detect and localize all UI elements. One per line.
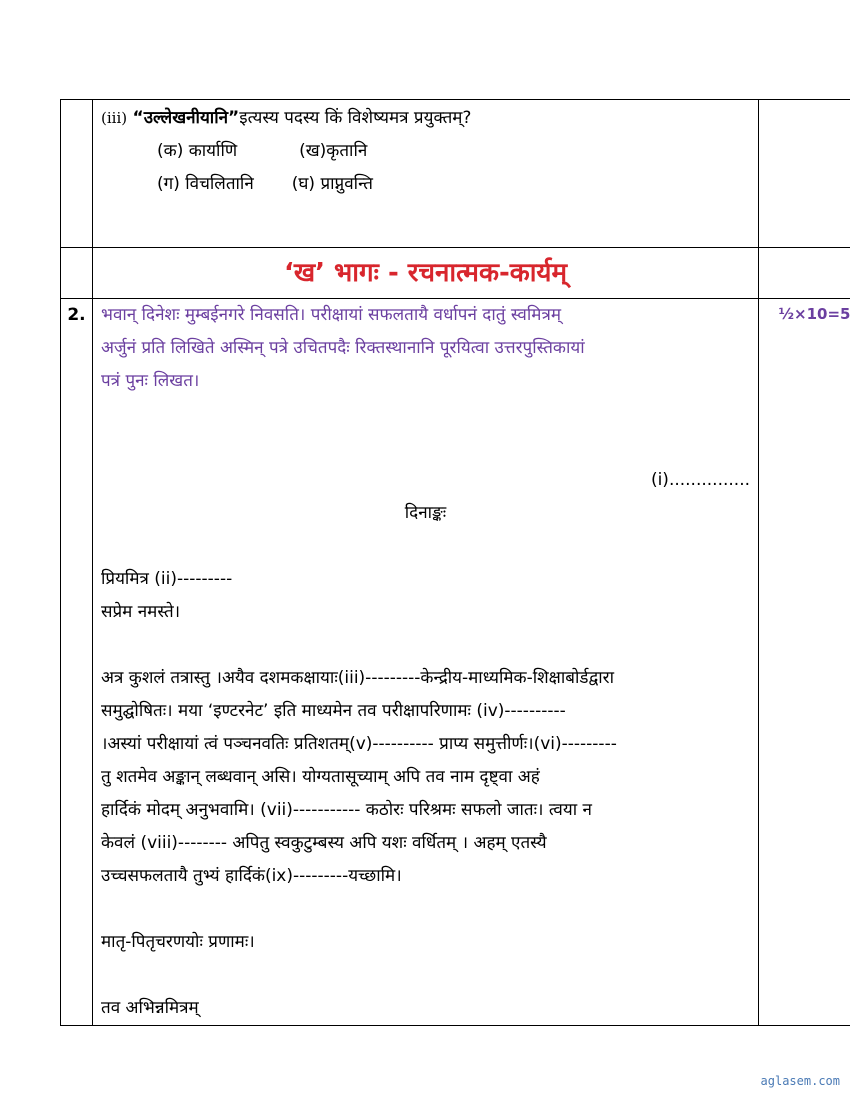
question-row-2 <box>61 299 850 1026</box>
body-line-1: अत्र कुशलं तत्रास्तु ।अयैव दशमकक्षायाः(iii)---------केन्द्रीय-माध्यमिक-शिक्षाबोर्डद्वारा <box>101 668 614 688</box>
instruction-line-2: अर्जुनं प्रति लिखिते अस्मिन् पत्रे उचितपदैः रिक्तस्थानानि पूरयित्वा उत्तरपुस्तिकायां <box>101 338 585 358</box>
marks-label: ½×10=5 <box>759 299 850 1026</box>
instruction-line-3: पत्रं पुनः लिखत। <box>101 371 200 391</box>
option-ka: (क) कार्याणि <box>157 141 238 161</box>
body-line-6: केवलं (viii)-------- अपितु स्वकुटुम्बस्य अपि यशः वर्धितम् । अहम् एतस्यै <box>101 833 547 853</box>
option-gha: (घ) प्राप्नुवन्ति <box>291 174 373 194</box>
address-blank: (i)............... <box>650 470 750 490</box>
number-cell <box>61 100 93 248</box>
closing-line: तव अभिन्नमित्रम् <box>101 998 199 1018</box>
option-kha: (ख)कृतानि <box>299 141 368 161</box>
greeting: सप्रेम नमस्ते। <box>101 602 181 622</box>
body-line-7: उच्चसफलतायै तुभ्यं हार्दिकं(ix)---------यच्छामि। <box>101 866 402 886</box>
letter-body <box>93 662 758 893</box>
question-cell <box>93 100 759 248</box>
question-row-iii <box>61 100 850 248</box>
body-line-3: ।अस्यां परीक्षायां त्वं पञ्चनवतिः प्रतिशतम्(v)---------- प्राप्य समुत्तीर्णः।(vi)--------- <box>101 734 617 754</box>
regards-line: मातृ-पितृचरणयोः प्रणामः। <box>101 932 255 952</box>
instruction-line-1: भवान् दिनेशः मुम्बईनगरे निवसति। परीक्षायां सफलतायै वर्धापनं दातुं स्वमित्रम् <box>101 305 562 325</box>
body-line-2: समुद्घोषितः। मया ‘इण्टरनेट’ इति माध्यमेन तव परीक्षापरिणामः (iv)---------- <box>101 701 566 721</box>
date-label: दिनाङ्कः <box>404 503 447 523</box>
option-ga: (ग) विचलितानि <box>157 174 254 194</box>
letter-cell <box>93 299 759 1026</box>
question-number: 2. <box>61 299 93 1026</box>
sub-question-number: (iii) <box>101 109 128 127</box>
section-title: ‘ख’ भागः - रचनात्मक-कार्यम् <box>93 248 759 299</box>
footer-watermark: aglasem.com <box>760 1074 840 1088</box>
section-row <box>61 248 850 299</box>
question-table <box>60 99 850 1026</box>
salutation: प्रियमित्र (ii)--------- <box>101 569 233 589</box>
question-text: इत्यस्य पदस्य किं विशेष्यमत्र प्रयुक्तम्? <box>239 108 472 128</box>
marks-cell <box>759 100 850 248</box>
quoted-word: “उल्लेखनीयानि” <box>132 108 240 128</box>
body-line-5: हार्दिकं मोदम् अनुभवामि। (vii)----------- कठोरः परिश्रमः सफलो जातः। त्वया न <box>101 800 592 820</box>
body-line-4: तु शतमेव अङ्कान् लब्धवान् असि। योग्यतासूच्याम् अपि तव नाम दृष्ट्वा अहं <box>101 767 540 787</box>
